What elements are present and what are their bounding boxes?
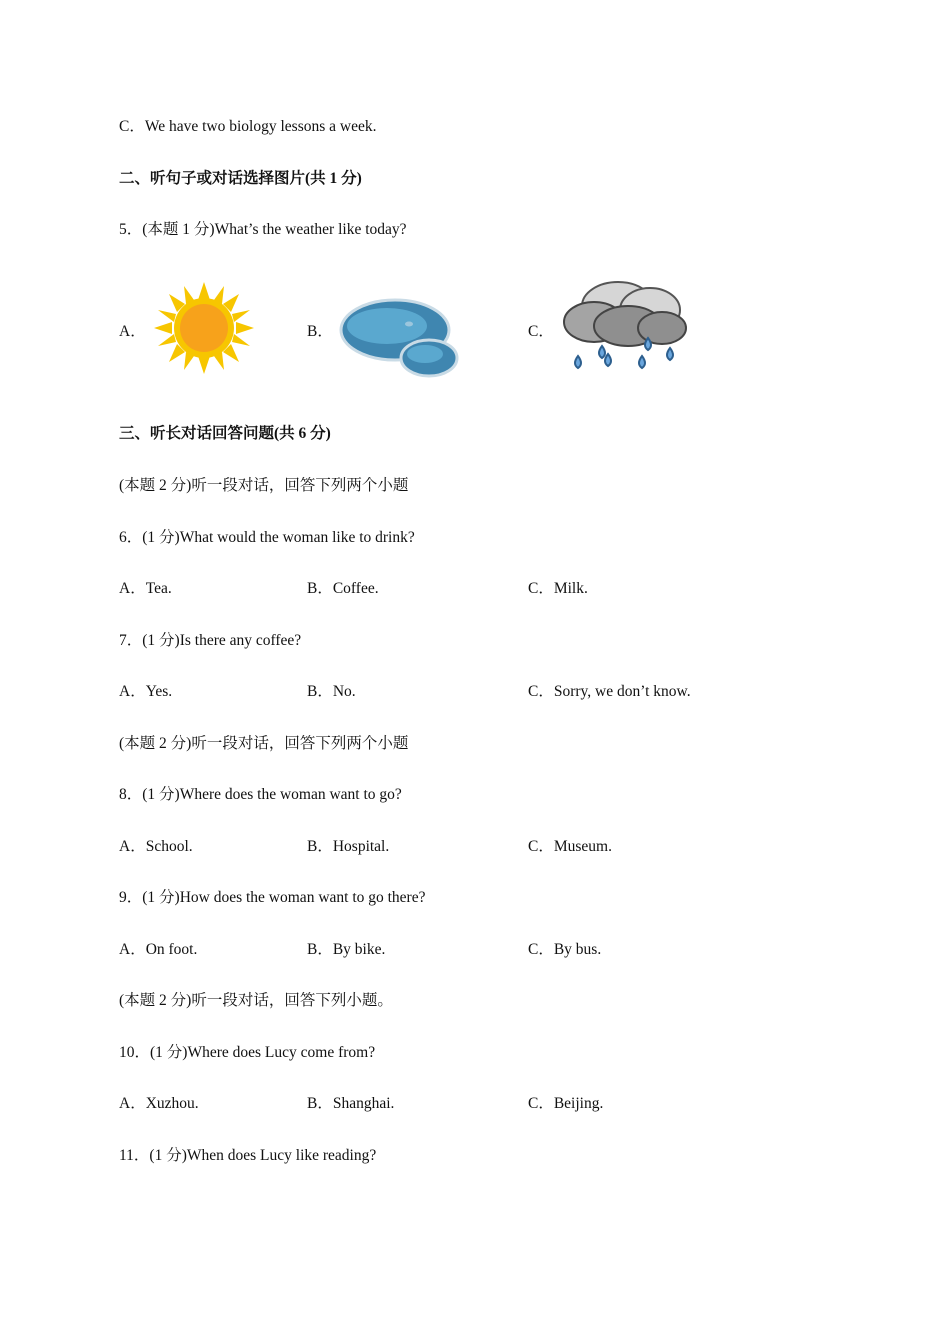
question-8: 8．(1 分)Where does the woman want to go?	[119, 786, 402, 803]
q10-option-a: A．Xuzhou.	[119, 1095, 199, 1112]
group1-intro: (本题 2 分)听一段对话，回答下列两个小题	[119, 477, 409, 494]
q8-option-c: C．Museum.	[528, 838, 612, 855]
question-5: 5．(本题 1 分)What’s the weather like today?	[119, 221, 407, 238]
q8-option-b: B．Hospital.	[307, 838, 390, 855]
q8-option-a: A．School.	[119, 838, 193, 855]
cloud-icon	[337, 296, 459, 382]
section2-heading: 二、听句子或对话选择图片(共 1 分)	[119, 170, 362, 187]
q5-option-b-label: B．	[307, 323, 333, 340]
q6-option-b: B．Coffee.	[307, 580, 379, 597]
question-9: 9．(1 分)How does the woman want to go there?	[119, 889, 426, 906]
q9-option-b: B．By bike.	[307, 941, 386, 958]
q6-option-a: A．Tea.	[119, 580, 172, 597]
prev-option-c: C．We have two biology lessons a week.	[119, 118, 377, 135]
question-6: 6．(1 分)What would the woman like to drink?	[119, 529, 415, 546]
question-7: 7．(1 分)Is there any coffee?	[119, 632, 302, 649]
q5-option-a-label: A．	[119, 323, 146, 340]
rain-cloud-icon	[558, 276, 690, 374]
q10-option-c: C．Beijing.	[528, 1095, 604, 1112]
q7-option-a: A．Yes.	[119, 683, 173, 700]
question-11: 11．(1 分)When does Lucy like reading?	[119, 1147, 377, 1164]
question-10: 10．(1 分)Where does Lucy come from?	[119, 1044, 376, 1061]
group3-intro: (本题 2 分)听一段对话，回答下列小题。	[119, 992, 393, 1009]
q9-option-c: C．By bus.	[528, 941, 602, 958]
group2-intro: (本题 2 分)听一段对话，回答下列两个小题	[119, 735, 409, 752]
section3-heading: 三、听长对话回答问题(共 6 分)	[119, 425, 331, 442]
sun-icon	[154, 282, 254, 374]
q6-option-c: C．Milk.	[528, 580, 588, 597]
q9-option-a: A．On foot.	[119, 941, 198, 958]
q10-option-b: B．Shanghai.	[307, 1095, 395, 1112]
q5-option-c-label: C．	[528, 323, 554, 340]
q7-option-b: B．No.	[307, 683, 356, 700]
q7-option-c: C．Sorry, we don’t know.	[528, 683, 691, 700]
